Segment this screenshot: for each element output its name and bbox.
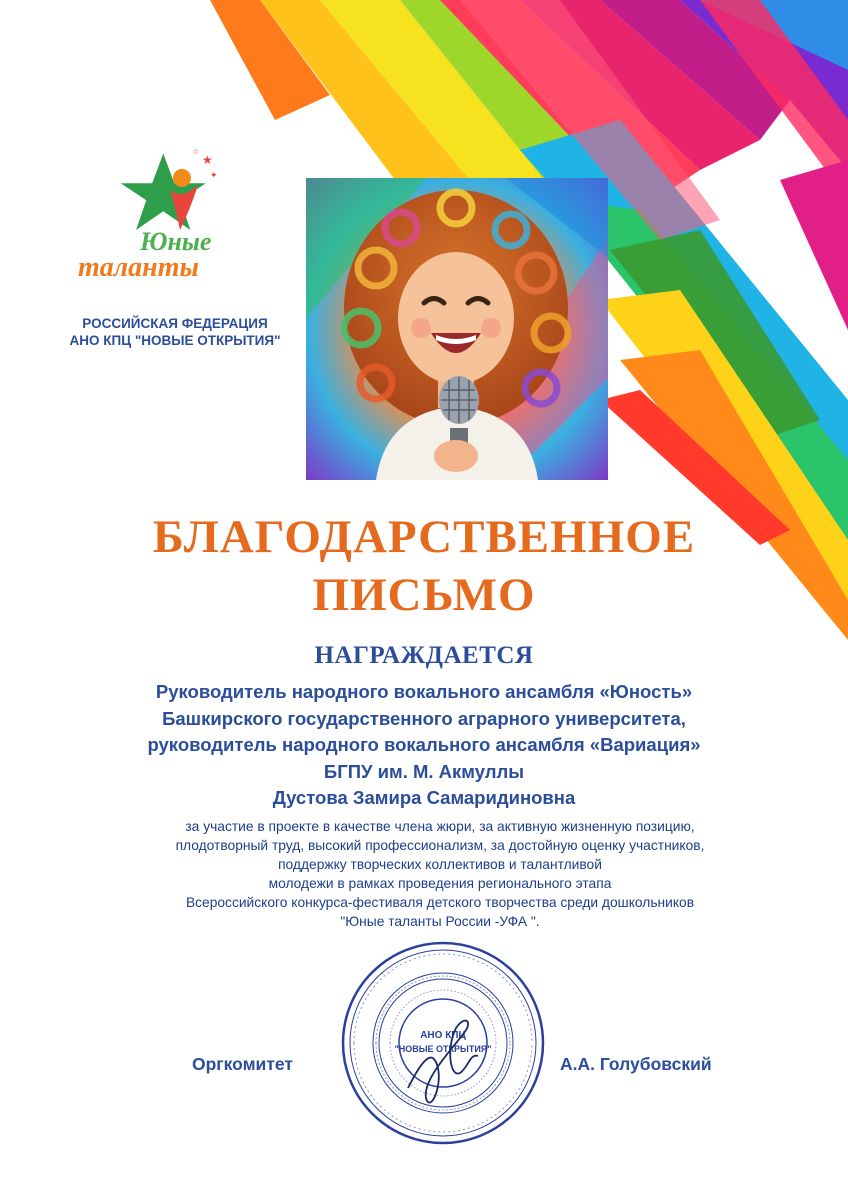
body-line: Всероссийского конкурса-фестиваля детского творчества среди дошкольников — [185, 895, 695, 910]
svg-text:★: ★ — [202, 153, 213, 167]
signatory-name: А.А. Голубовский — [560, 1054, 712, 1074]
body-line: "Юные таланты России -УФА ". — [340, 914, 540, 929]
recipient-name: Дустова Замира Самаридиновна — [272, 787, 576, 808]
organization-name — [40, 315, 310, 349]
svg-text:✦: ✦ — [210, 171, 218, 181]
certificate-title-line1: БЛАГОДАРСТВЕННОЕ — [152, 511, 696, 563]
star-dancer-icon — [121, 147, 218, 230]
stamp-center-line2: "НОВЫЕ ОТКРЫТИЯ" — [394, 1044, 492, 1054]
certificate-title-line2: ПИСЬМО — [312, 569, 536, 621]
recipient-line: Руководитель народного вокального ансамбля «Юность» — [155, 681, 693, 702]
official-stamp — [338, 938, 548, 1148]
singing-child-portrait — [306, 178, 608, 480]
recipient-line: БГПУ им. М. Акмуллы — [323, 760, 525, 782]
organization-line1: РОССИЙСКАЯ ФЕДЕРАЦИЯ — [82, 316, 268, 331]
awarded-label: НАГРАЖДАЕТСЯ — [314, 642, 534, 669]
body-line: плодотворный труд, высокий профессионализм, за достойную оценку участников, — [175, 838, 705, 853]
certificate-body-text — [150, 817, 730, 931]
recipient-line: Башкирского государственного аграрного университета, — [162, 707, 686, 729]
recipient-block — [84, 679, 764, 812]
young-talents-logo — [78, 140, 280, 283]
svg-text:☆: ☆ — [192, 147, 200, 156]
body-line: поддержку творческих коллективов и талантливой — [278, 857, 602, 872]
logo-line2: таланты — [78, 252, 199, 283]
organizing-committee-label: Оргкомитет — [192, 1054, 293, 1074]
body-line: молодежи в рамках проведения регионального этапа — [268, 876, 612, 891]
logo-line1: Юные — [140, 227, 212, 256]
stamp-center-line1: АНО КПЦ — [420, 1030, 466, 1041]
recipient-line: руководитель народного вокального ансамбля «Вариация» — [147, 734, 701, 755]
body-line: за участие в проекте в качестве члена жюри, за активную жизненную позицию, — [185, 819, 695, 834]
organization-line2: АНО КПЦ "НОВЫЕ ОТКРЫТИЯ" — [69, 333, 281, 348]
